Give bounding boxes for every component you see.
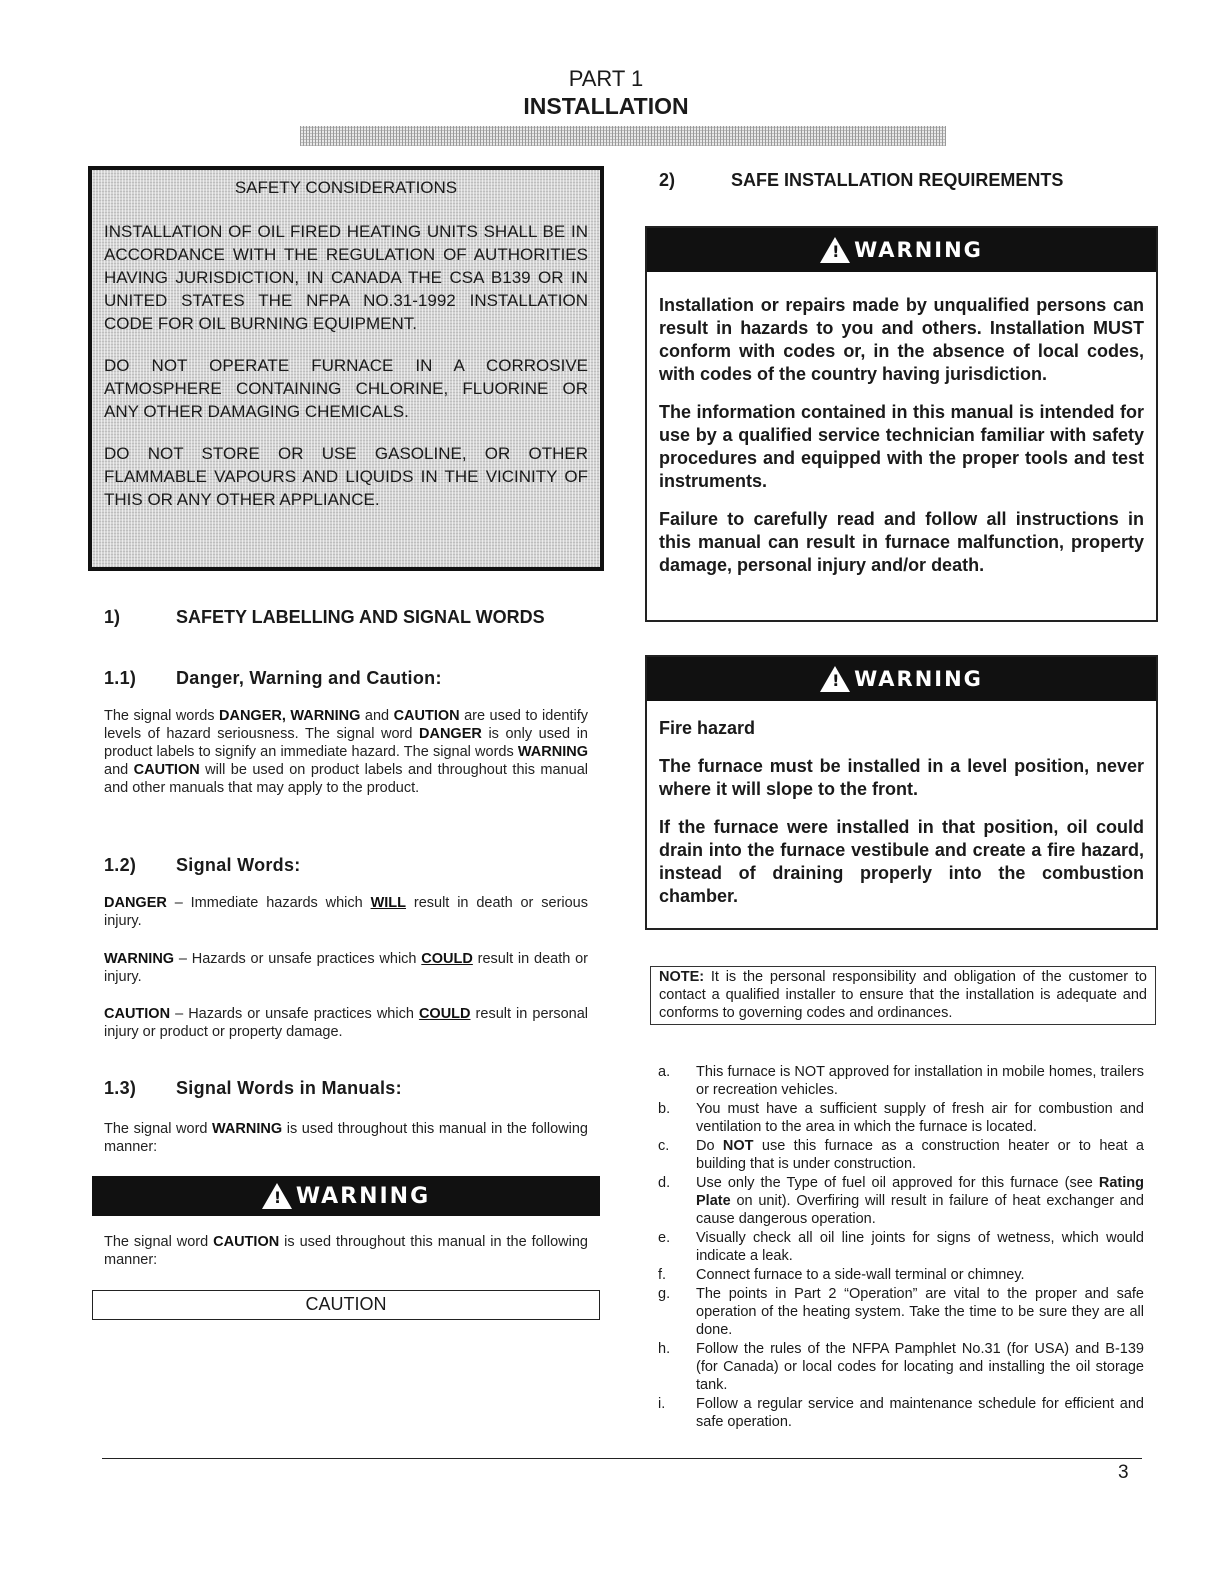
text: The signal word	[104, 1121, 213, 1137]
term: DANGER	[419, 726, 482, 742]
warning-banner	[647, 228, 1156, 272]
text: – Hazards or unsafe practices which	[174, 951, 422, 967]
caution-definition	[104, 1005, 588, 1041]
list-item	[658, 1285, 1144, 1339]
list-item	[658, 1174, 1144, 1228]
list-text: Visually check all oil line joints for signs of wetness, which would indicate a leak.	[696, 1230, 1144, 1264]
list-text: Connect furnace to a side-wall terminal or chimney.	[696, 1267, 1025, 1283]
term: DANGER, WARNING	[219, 708, 361, 724]
emphasis: Rating Plate	[696, 1175, 1144, 1209]
list-letter: h.	[658, 1341, 671, 1357]
caution-sample-banner: CAUTION	[92, 1290, 600, 1320]
safety-paragraph: DO NOT OPERATE FURNACE IN A CORROSIVE ATMOSPHERE CONTAINING CHLORINE, FLUORINE OR ANY OTHER DAMAGING CHEMICALS.	[104, 356, 588, 421]
text: Use only the Type of fuel oil approved for this furnace (see	[696, 1175, 1099, 1191]
customer-note	[650, 966, 1156, 1025]
term: WARNING	[517, 744, 588, 760]
term: CAUTION	[133, 762, 200, 778]
list-item	[658, 1229, 1144, 1265]
note-label: NOTE:	[659, 969, 705, 985]
emphasis: WILL	[370, 895, 407, 911]
footer-rule	[102, 1458, 1142, 1459]
warning-box-fire-hazard	[645, 655, 1158, 930]
warning-paragraph: Installation or repairs made by unqualified persons can result in hazards to you and others. Installation MUST conform with codes or, in the absence of local codes, with codes of the country having jurisdiction.	[659, 295, 1144, 384]
list-letter: d.	[658, 1175, 671, 1191]
warning-triangle-icon: !	[820, 237, 850, 263]
section-number: 2)	[659, 170, 676, 190]
part-label: PART 1	[568, 66, 644, 91]
list-text: This furnace is NOT approved for installation in mobile homes, trailers or recreation vehicles.	[696, 1064, 1144, 1098]
list-letter: a.	[658, 1064, 671, 1080]
emphasis: NOT	[722, 1138, 754, 1154]
list-text: You must have a sufficient supply of fresh air for combustion and ventilation to the area in which the furnace is located.	[696, 1101, 1144, 1135]
warning-paragraph: If the furnace were installed in that position, oil could drain into the furnace vestibule and create a fire hazard, instead of draining properly into the combustion chamber.	[659, 817, 1144, 906]
subsection-title: Danger, Warning and Caution:	[176, 668, 442, 688]
safety-paragraph: DO NOT STORE OR USE GASOLINE, OR OTHER FLAMMABLE VAPOURS AND LIQUIDS IN THE VICINITY OF THIS OR ANY OTHER APPLIANCE.	[104, 444, 588, 509]
text: use this furnace as a construction heater or to heat a building that is under construction.	[696, 1138, 1144, 1172]
text: Do	[696, 1138, 723, 1154]
warning-label: WARNING	[854, 238, 983, 262]
list-letter: f.	[658, 1267, 667, 1283]
text: The signal words	[104, 708, 219, 724]
warning-sample-banner	[92, 1176, 600, 1216]
page-title: INSTALLATION	[523, 93, 689, 119]
list-text	[696, 1137, 1144, 1173]
caution-usage-paragraph	[104, 1233, 588, 1269]
text: – Hazards or unsafe practices which	[170, 1006, 419, 1022]
installation-requirements-list	[658, 1063, 1144, 1432]
note-text: It is the personal responsibility and obligation of the customer to contact a qualified installer to ensure that the installation is adequate and conforms to governing codes and ordinances.	[659, 969, 1147, 1021]
warning-paragraph: The information contained in this manual is intended for use by a qualified service technician familiar with safety procedures and equipped with the proper tools and test instruments.	[659, 402, 1144, 491]
subsection-1-1-heading	[104, 668, 442, 689]
section-1-heading	[104, 607, 545, 628]
warning-label: WARNING	[295, 1183, 431, 1209]
text: is only used in product labels to signify an immediate hazard. The signal words	[104, 726, 588, 760]
emphasis: COULD	[421, 951, 473, 967]
subsection-title: Signal Words:	[176, 855, 301, 875]
section-title: SAFETY LABELLING AND SIGNAL WORDS	[176, 607, 545, 627]
emphasis: COULD	[418, 1006, 471, 1022]
text: and	[360, 708, 394, 724]
warning-usage-paragraph	[104, 1120, 588, 1156]
list-letter: e.	[658, 1230, 671, 1246]
list-text: Follow the rules of the NFPA Pamphlet No.31 (for USA) and B-139 (for Canada) or local codes for locating and installing the oil storage tank.	[696, 1341, 1144, 1393]
warning-paragraph: The furnace must be installed in a level position, never where it will slope to the front.	[659, 756, 1144, 799]
text: is used throughout this manual in the following manner:	[104, 1234, 588, 1268]
warning-box-unqualified	[645, 226, 1158, 622]
safety-paragraph: INSTALLATION OF OIL FIRED HEATING UNITS SHALL BE IN ACCORDANCE WITH THE REGULATION OF AUTHORITIES HAVING JURISDICTION, IN CANADA THE CSA B139 OR IN UNITED STATES THE NFPA NO.31-1992 INSTALLATION CODE FOR OIL BURNING EQUIPMENT.	[104, 222, 588, 333]
subsection-1-2-heading	[104, 855, 301, 876]
text: is used throughout this manual in the following manner:	[104, 1121, 589, 1155]
list-item	[658, 1340, 1144, 1394]
list-item	[658, 1266, 1144, 1284]
term: CAUTION	[393, 708, 460, 724]
text: result in death or injury.	[104, 951, 588, 985]
warning-triangle-icon: !	[820, 666, 850, 692]
list-item	[658, 1137, 1144, 1173]
warning-banner	[647, 657, 1156, 701]
safety-considerations-title: SAFETY CONSIDERATIONS	[234, 178, 458, 197]
list-letter: b.	[658, 1101, 671, 1117]
subsection-title: Signal Words in Manuals:	[176, 1078, 402, 1098]
safety-considerations-box	[88, 166, 604, 571]
list-item	[658, 1100, 1144, 1136]
text: will be used on product labels and throughout this manual and other manuals that may apply to the product.	[104, 762, 588, 796]
subsection-number: 1.3)	[104, 1078, 137, 1098]
list-text	[696, 1174, 1144, 1228]
warning-paragraph: Failure to carefully read and follow all instructions in this manual can result in furnace malfunction, property damage, personal injury and/or death.	[659, 509, 1144, 575]
term: CAUTION	[213, 1234, 280, 1250]
section-title: SAFE INSTALLATION REQUIREMENTS	[731, 170, 1064, 190]
title-divider	[300, 126, 946, 146]
warning-definition	[104, 950, 588, 986]
term: CAUTION	[104, 1006, 171, 1022]
text: – Immediate hazards which	[166, 895, 371, 911]
signal-words-paragraph	[104, 707, 588, 797]
subsection-1-3-heading	[104, 1078, 402, 1099]
term: WARNING	[212, 1121, 283, 1137]
section-number: 1)	[104, 607, 121, 627]
text: The signal word	[104, 1234, 214, 1250]
list-item	[658, 1063, 1144, 1099]
term: WARNING	[104, 951, 175, 967]
subsection-number: 1.1)	[104, 668, 137, 688]
warning-triangle-icon: !	[262, 1183, 292, 1209]
text: and	[104, 762, 134, 778]
text: on unit). Overfiring will result in failure of heat exchanger and cause dangerous operation.	[696, 1193, 1144, 1227]
list-item	[658, 1395, 1144, 1431]
warning-paragraph: Fire hazard	[659, 718, 756, 738]
list-text: Follow a regular service and maintenance schedule for efficient and safe operation.	[696, 1396, 1144, 1430]
subsection-number: 1.2)	[104, 855, 137, 875]
page-number: 3	[1118, 1462, 1129, 1483]
text: result in death or serious injury.	[104, 895, 588, 929]
text: result in personal injury or product or property damage.	[104, 1006, 589, 1040]
list-letter: g.	[658, 1286, 671, 1302]
section-2-heading	[659, 170, 1063, 191]
term: DANGER	[104, 895, 167, 911]
warning-label: WARNING	[854, 667, 983, 691]
text: are used to identify levels of hazard seriousness. The signal word	[104, 708, 588, 742]
list-letter: c.	[658, 1138, 670, 1154]
list-text: The points in Part 2 “Operation” are vital to the proper and safe operation of the heating system. Take the time to be sure they are all done.	[696, 1286, 1144, 1338]
danger-definition	[104, 894, 588, 930]
list-letter: i.	[658, 1396, 666, 1412]
